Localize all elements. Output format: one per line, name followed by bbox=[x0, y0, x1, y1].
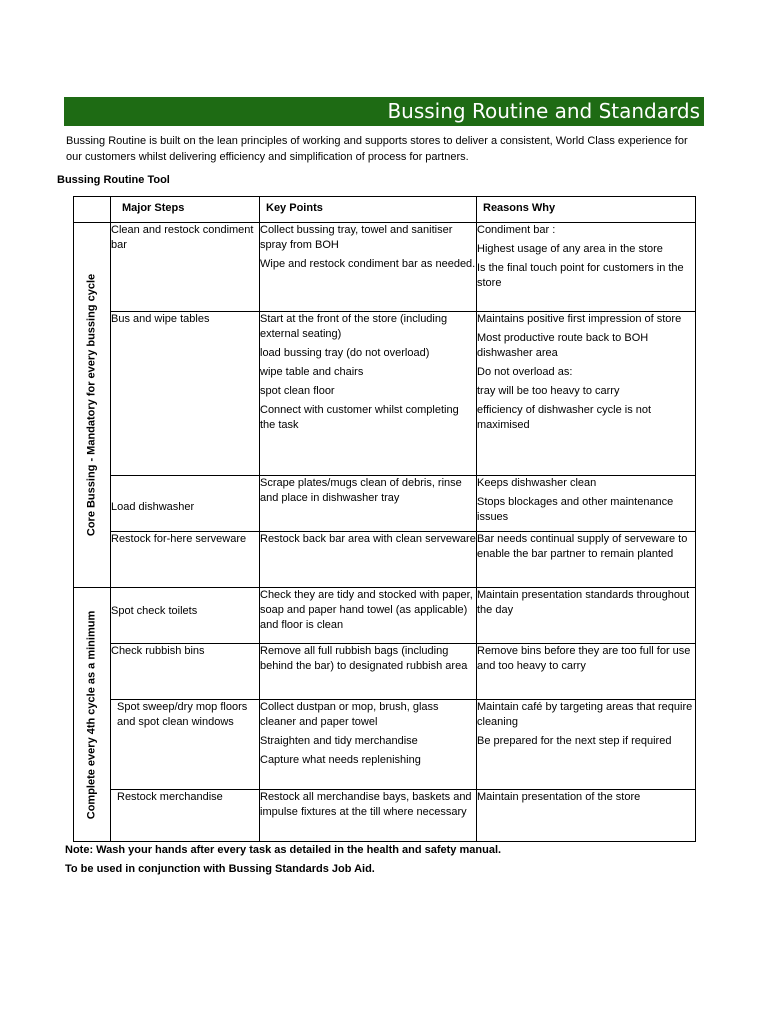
tool-label: Bussing Routine Tool bbox=[57, 174, 170, 186]
key-point: Check they are tidy and stocked with paper, soap and paper hand towel (as applicable) and floor is clean bbox=[260, 589, 473, 631]
reason: Is the final touch point for customers in the store bbox=[477, 262, 684, 289]
key-points-cell bbox=[260, 312, 477, 476]
reason: Maintain presentation standards throughout the day bbox=[477, 589, 690, 616]
reasons-cell bbox=[477, 644, 696, 700]
reason: tray will be too heavy to carry bbox=[477, 385, 620, 397]
key-point: Capture what needs replenishing bbox=[260, 754, 421, 766]
reason: efficiency of dishwasher cycle is not maximised bbox=[477, 404, 652, 431]
notes bbox=[65, 841, 501, 879]
key-point: Restock back bar area with clean serveware bbox=[260, 533, 476, 545]
major-step-cell bbox=[111, 700, 260, 790]
key-points-cell bbox=[260, 476, 477, 532]
reason: Condiment bar : bbox=[477, 224, 556, 236]
title-bar bbox=[64, 97, 704, 126]
table-row bbox=[74, 790, 696, 842]
major-step: Restock merchandise bbox=[117, 791, 223, 803]
reasons-cell bbox=[477, 312, 696, 476]
reason: Bar needs continual supply of serveware to enable the bar partner to remain planted bbox=[477, 533, 688, 560]
major-step: Restock for-here serveware bbox=[111, 533, 247, 545]
note-hand-washing: Note: Wash your hands after every task as detailed in the health and safety manual. bbox=[65, 844, 502, 856]
reason: Be prepared for the next step if required bbox=[477, 735, 672, 747]
key-points-cell bbox=[260, 644, 477, 700]
key-point: Start at the front of the store (including external seating) bbox=[260, 313, 448, 340]
reason: Stops blockages and other maintenance issues bbox=[477, 496, 674, 523]
intro-paragraph: Bussing Routine is built on the lean principles of working and supports stores to deliver a consistent, World Class experience for our customers whilst delivering efficiency and simplification of process for partners. bbox=[66, 135, 688, 163]
column-header-reasons-why: Reasons Why bbox=[477, 197, 696, 223]
reason: Most productive route back to BOH dishwasher area bbox=[477, 332, 649, 359]
table-row bbox=[74, 476, 696, 532]
table-row bbox=[74, 223, 696, 312]
major-step: Check rubbish bins bbox=[111, 645, 205, 657]
major-step-cell bbox=[111, 644, 260, 700]
reasons-cell bbox=[477, 790, 696, 842]
table-header-blank bbox=[74, 197, 111, 223]
reasons-cell bbox=[477, 700, 696, 790]
table-header-row bbox=[74, 197, 696, 223]
bussing-routine-table bbox=[73, 196, 696, 842]
reasons-cell bbox=[477, 588, 696, 644]
group-label-cell-every-4th bbox=[74, 588, 111, 842]
reason: Maintain café by targeting areas that require cleaning bbox=[477, 701, 693, 728]
key-point: Collect bussing tray, towel and sanitiser spray from BOH bbox=[260, 224, 453, 251]
reason: Do not overload as: bbox=[477, 366, 573, 378]
major-step-cell bbox=[111, 790, 260, 842]
key-point: Wipe and restock condiment bar as needed. bbox=[260, 258, 476, 270]
major-step-cell bbox=[111, 476, 260, 532]
key-point: Connect with customer whilst completing the task bbox=[260, 404, 459, 431]
key-points-cell bbox=[260, 588, 477, 644]
note-job-aid: To be used in conjunction with Bussing Standards Job Aid. bbox=[65, 863, 375, 875]
key-point: load bussing tray (do not overload) bbox=[260, 347, 430, 359]
key-points-cell bbox=[260, 790, 477, 842]
reason: Remove bins before they are too full for use and too heavy to carry bbox=[477, 645, 691, 672]
key-point: Restock all merchandise bays, baskets and impulse fixtures at the till where necessary bbox=[260, 791, 472, 818]
key-point: Scrape plates/mugs clean of debris, rinse and place in dishwasher tray bbox=[260, 477, 462, 504]
major-step: Clean and restock condiment bar bbox=[111, 224, 254, 251]
group-label-every-4th: Complete every 4th cycle as a minimum bbox=[85, 610, 98, 819]
table-row bbox=[74, 532, 696, 588]
key-points-cell bbox=[260, 532, 477, 588]
key-points-cell bbox=[260, 223, 477, 312]
key-point: spot clean floor bbox=[260, 385, 335, 397]
key-points-cell bbox=[260, 700, 477, 790]
page-title: Bussing Routine and Standards bbox=[387, 99, 700, 123]
reasons-cell bbox=[477, 476, 696, 532]
major-step: Spot check toilets bbox=[111, 605, 198, 617]
major-step-cell bbox=[111, 588, 260, 644]
reason: Maintains positive first impression of store bbox=[477, 313, 682, 325]
key-point: Straighten and tidy merchandise bbox=[260, 735, 418, 747]
reason: Keeps dishwasher clean bbox=[477, 477, 597, 489]
major-step: Load dishwasher bbox=[111, 501, 195, 513]
group-label-core: Core Bussing - Mandatory for every bussing cycle bbox=[85, 273, 98, 537]
major-step-cell bbox=[111, 223, 260, 312]
key-point: Collect dustpan or mop, brush, glass cleaner and paper towel bbox=[260, 701, 439, 728]
major-step-cell bbox=[111, 532, 260, 588]
key-point: wipe table and chairs bbox=[260, 366, 364, 378]
table-row bbox=[74, 700, 696, 790]
key-point: Remove all full rubbish bags (including behind the bar) to designated rubbish area bbox=[260, 645, 468, 672]
major-step: Bus and wipe tables bbox=[111, 313, 210, 325]
table-row bbox=[74, 312, 696, 476]
column-header-major-steps: Major Steps bbox=[111, 197, 260, 223]
major-step: Spot sweep/dry mop floors and spot clean windows bbox=[117, 701, 248, 728]
reason: Maintain presentation of the store bbox=[477, 791, 641, 803]
reason: Highest usage of any area in the store bbox=[477, 243, 663, 255]
reasons-cell bbox=[477, 532, 696, 588]
table-row bbox=[74, 644, 696, 700]
major-step-cell bbox=[111, 312, 260, 476]
group-label-cell-core bbox=[74, 223, 111, 588]
column-header-key-points: Key Points bbox=[260, 197, 477, 223]
table-row bbox=[74, 588, 696, 644]
reasons-cell bbox=[477, 223, 696, 312]
